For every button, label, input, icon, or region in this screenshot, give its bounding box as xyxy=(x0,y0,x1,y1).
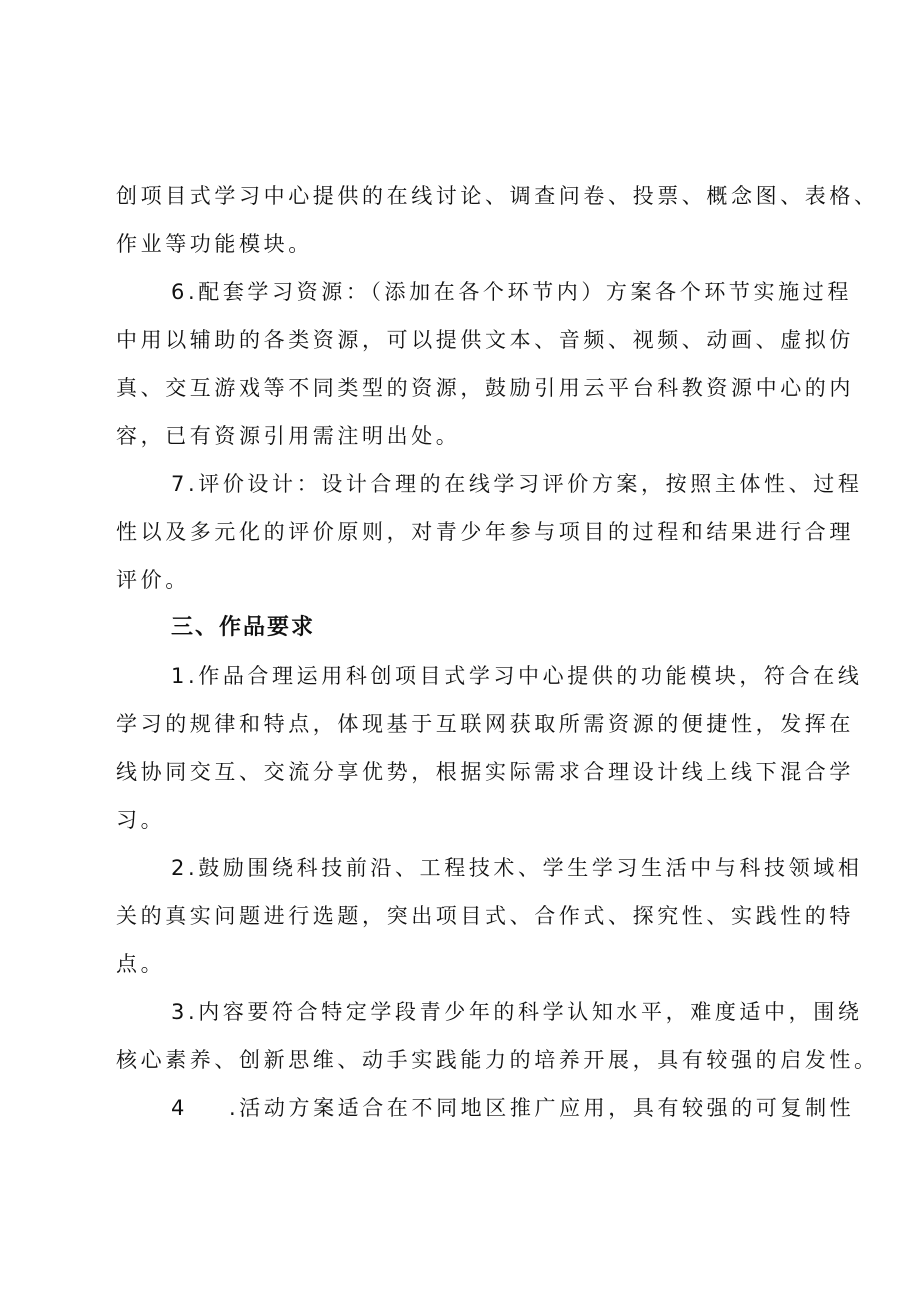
text-line: 作业等功能模块。 xyxy=(116,232,313,256)
text-line: 真、交互游戏等不同类型的资源，鼓励引用云平台科教资源中心的内 xyxy=(116,376,854,400)
requirement-4-text: .活动方案适合在不同地区推广应用，具有较强的可复制性 xyxy=(229,1096,855,1120)
text-line: 关的真实问题进行选题，突出项目式、合作式、探究性、实践性的特 xyxy=(116,904,854,928)
section-heading: 三、作品要求 xyxy=(171,615,316,640)
requirement-3-start: 3.内容要符合特定学段青少年的科学认知水平，难度适中，围绕 xyxy=(171,1000,863,1024)
requirement-2-start: 2.鼓励围绕科技前沿、工程技术、学生学习生活中与科技领域相 xyxy=(171,856,863,880)
text-line: 习。 xyxy=(116,808,166,832)
text-line: 容，已有资源引用需注明出处。 xyxy=(116,424,461,448)
text-line: 评价。 xyxy=(116,568,190,592)
text-line: 点。 xyxy=(116,952,166,976)
requirement-4-number: 4 xyxy=(171,1096,188,1120)
text-line: 创项目式学习中心提供的在线讨论、调查问卷、投票、概念图、表格、 xyxy=(116,184,879,208)
requirement-1-start: 1.作品合理运用科创项目式学习中心提供的功能模块，符合在线 xyxy=(171,664,863,688)
text-line: 线协同交互、交流分享优势，根据实际需求合理设计线上线下混合学 xyxy=(116,760,854,784)
text-line: 性以及多元化的评价原则，对青少年参与项目的过程和结果进行合理 xyxy=(116,520,854,544)
text-line: 中用以辅助的各类资源，可以提供文本、音频、视频、动画、虚拟仿 xyxy=(116,328,854,352)
paragraph-7-start: 7.评价设计：设计合理的在线学习评价方案，按照主体性、过程 xyxy=(171,472,863,496)
text-line: 学习的规律和特点，体现基于互联网获取所需资源的便捷性，发挥在 xyxy=(116,712,854,736)
text-line: 核心素养、创新思维、动手实践能力的培养开展，具有较强的启发性。 xyxy=(116,1048,879,1072)
paragraph-6-start: 6.配套学习资源：（添加在各个环节内）方案各个环节实施过程 xyxy=(171,280,852,304)
